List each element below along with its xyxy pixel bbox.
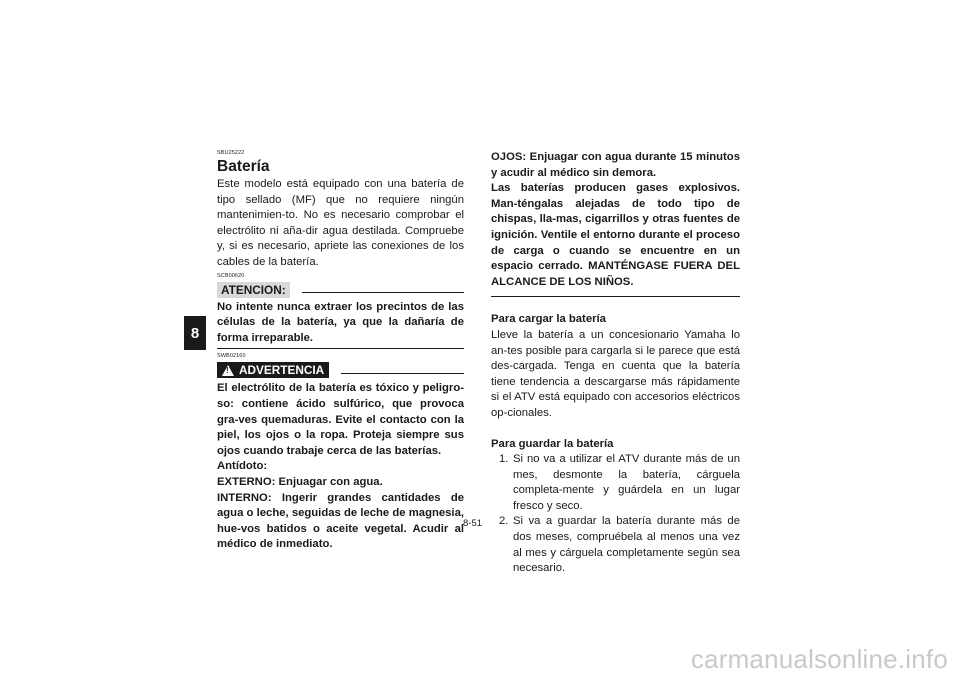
watermark: carmanualsonline.info [690, 644, 948, 674]
caution-badge: ATENCION: [217, 282, 290, 298]
caution-text: No intente nunca extraer los precintos de las células de la batería, ya que la dañaría de forma irreparable. [217, 300, 464, 344]
caution-code: SCB00620 [217, 272, 245, 279]
warning-code: SWB02160 [217, 353, 246, 360]
warning-label: ADVERTENCIA [239, 363, 325, 378]
charge-text: Lleve la batería a un concesionario Yamaha lo an-tes posible para cargarla si le parece que está des-cargada. Tenga en cuenta que la batería tiene tendencia a descargarse más rápidamente si el ATV está equipado con accesorios eléctricos op-cionales. [491, 328, 740, 419]
warning-header [217, 362, 464, 378]
left-column [217, 150, 464, 553]
store-list [491, 452, 740, 577]
list-item [491, 514, 740, 576]
battery-intro: Este modelo está equipado con una batería de tipo sellado (MF) que no requiere ningún mantenimien-to. No es necesario comprobar el electrólito ni aña-dir agua destilada. Compruebe y, si es necesario, apriete las conexiones de los cables de la batería. [217, 178, 464, 268]
caution-header-line [302, 292, 464, 293]
caution-end-rule [217, 348, 464, 349]
list-item-text: Si va a guardar la batería durante más de dos meses, compruébela al menos una vez al mes y cárguela completamente según sea necesario. [513, 515, 740, 575]
gas-warning: Las baterías producen gases explosivos. Man-téngalas alejadas de todo tipo de chispas, lla-mas, cigarrillos y otras fuentes de ignición. Ventile el entorno durante el proceso de carga o cuando se encuentre en un espacio cerrado. MANTÉNGASE FUERA DEL ALCANCE DE LOS NIÑOS. [491, 182, 740, 288]
list-item-number: 1. [499, 453, 509, 466]
right-column [491, 150, 740, 577]
store-heading: Para guardar la batería [491, 437, 614, 450]
antidote-internal: INTERNO: Ingerir grandes cantidades de agua o leche, seguidas de leche de magnesia, hue-vos batidos o aceite vegetal. Acudir al médico de inmediato. [217, 491, 464, 551]
list-item-number: 2. [499, 515, 509, 528]
warning-badge [217, 362, 329, 378]
antidote-label: Antídoto: [217, 460, 268, 473]
warning-triangle-icon: ! [222, 365, 234, 376]
caution-header [217, 282, 464, 298]
list-item-text: Si no va a utilizar el ATV durante más de un mes, desmonte la batería, cárguela completa-mente y guárdela en un lugar fresco y seco. [513, 453, 740, 512]
section-code: SBU25222 [217, 150, 245, 156]
page-number: 8-51 [463, 518, 483, 529]
section-title: Batería [217, 158, 270, 175]
antidote-external: EXTERNO: Enjuagar con agua. [217, 475, 383, 488]
list-item [491, 452, 740, 514]
warning-header-line [341, 373, 464, 374]
antidote-eyes: OJOS: Enjuagar con agua durante 15 minutos y acudir al médico sin demora. [491, 151, 740, 179]
chapter-tab: 8 [184, 316, 206, 350]
warning-text: El electrólito de la batería es tóxico y peligro-so: contiene ácido sulfúrico, que provoca gra-ves quemaduras. Evite el contacto con la piel, los ojos o la ropa. Proteja siempre sus ojos cuando trabaje cerca de las baterías. [217, 382, 464, 457]
charge-heading: Para cargar la batería [491, 313, 606, 326]
